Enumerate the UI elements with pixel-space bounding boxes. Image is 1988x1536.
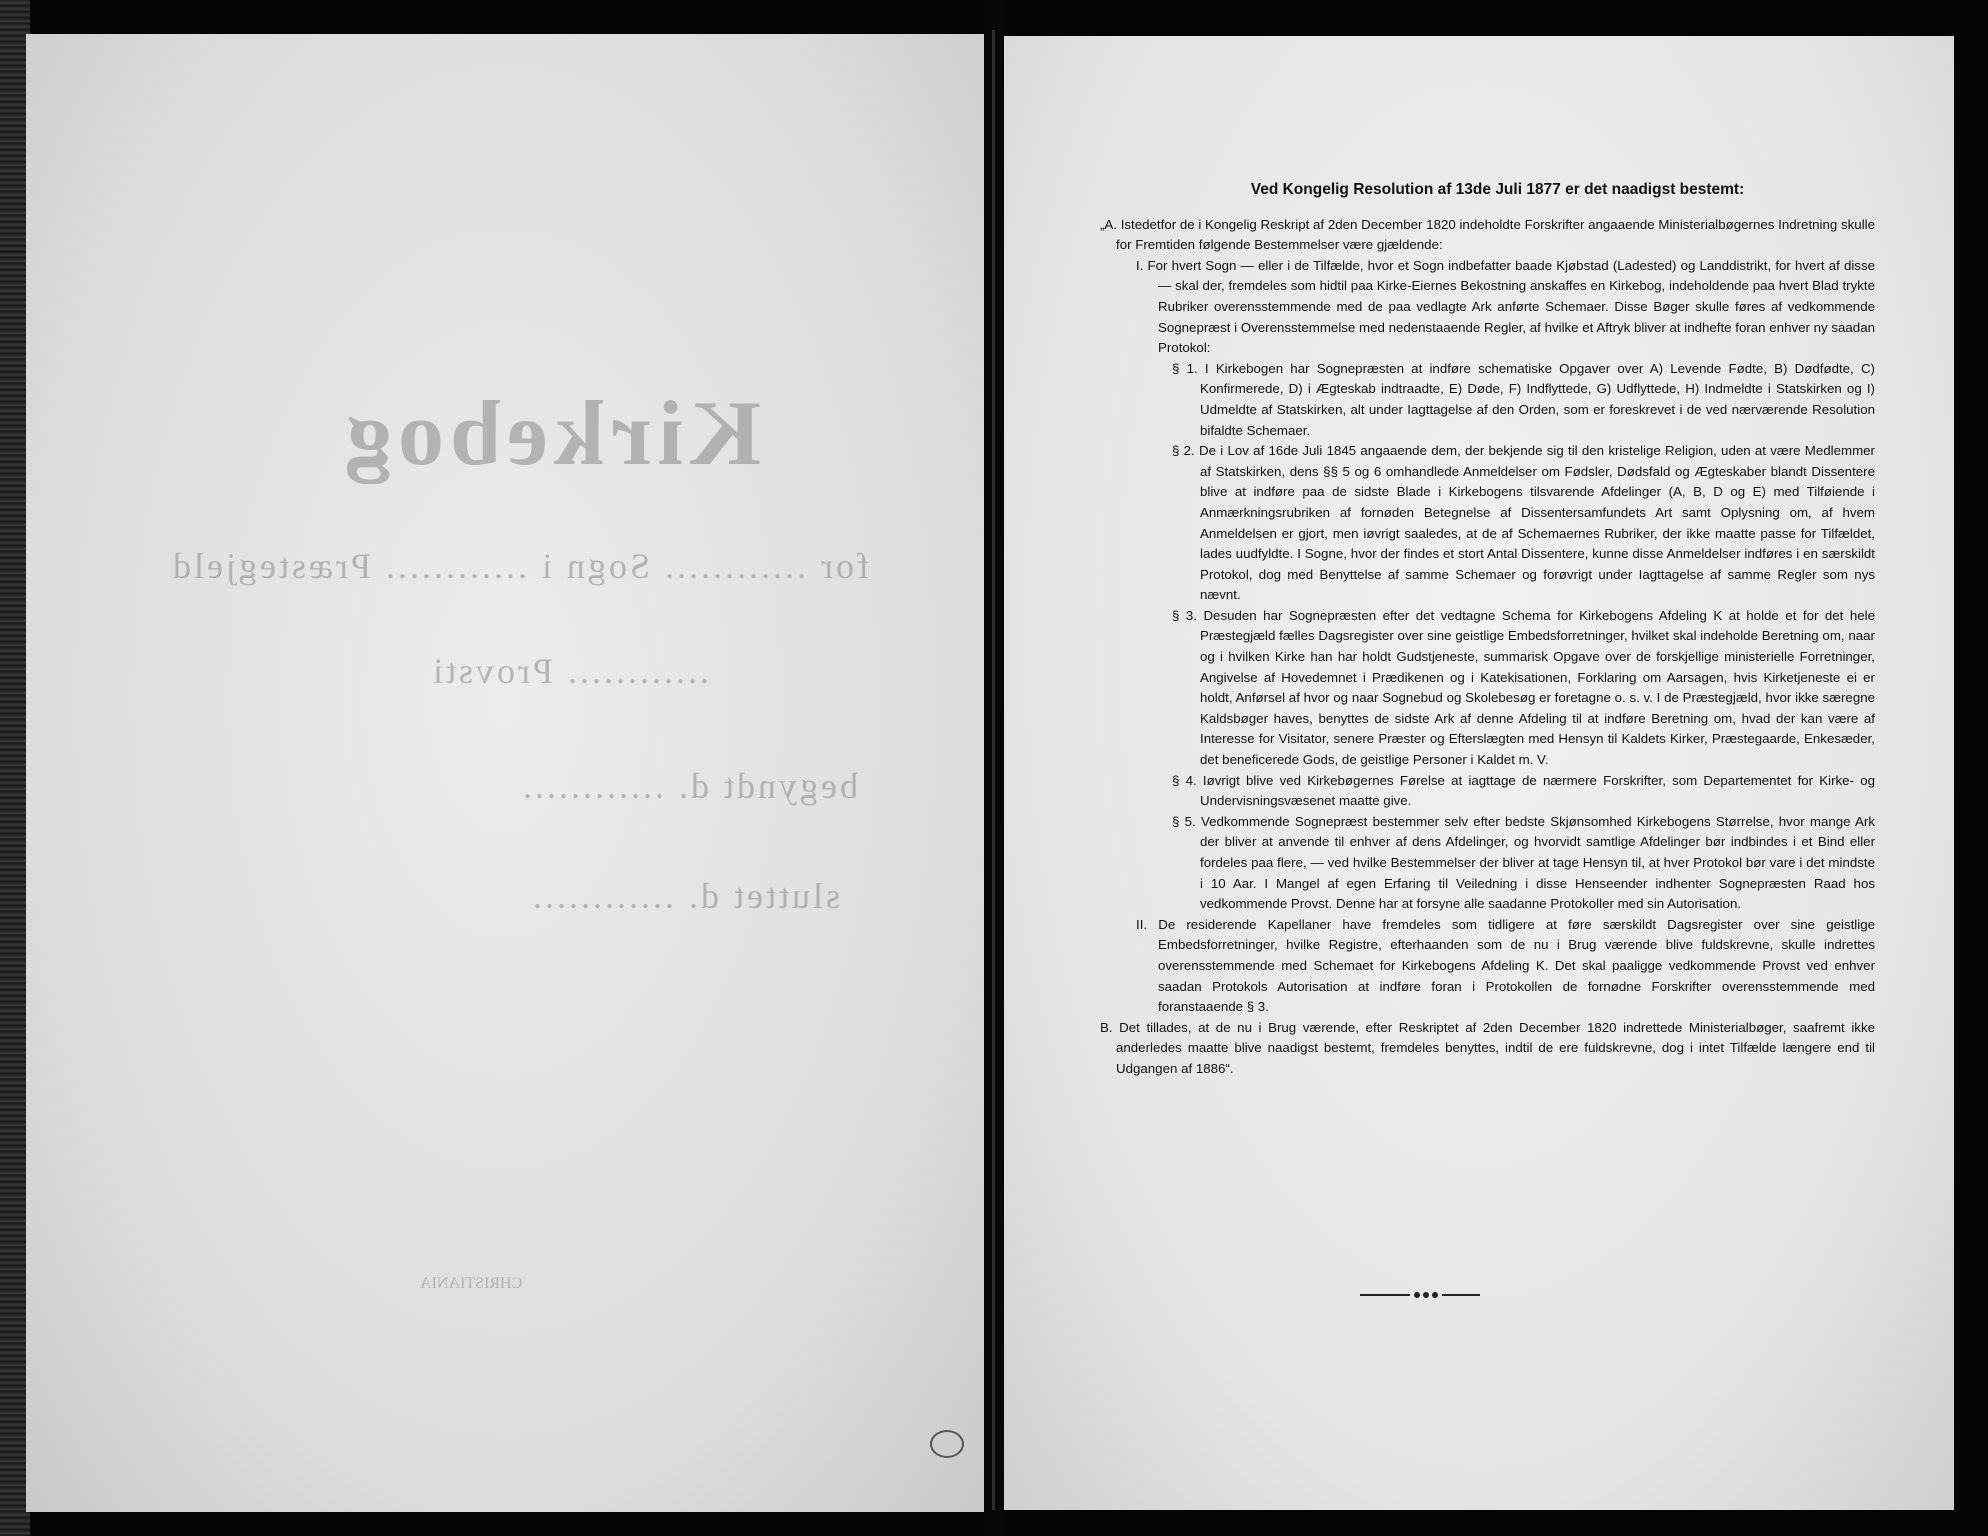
- ghost-line: ............ Provsti: [430, 651, 710, 691]
- paragraph-5: § 5. Vedkommende Sognepræst bestemmer selv efter bedste Skjønsomhed Kirkebogens Størrelse, hvor mange Ark der bliver at anvende til enhver af dens Afdelinger, og hvorvidt samtlige Afdelinger bør indbindes i et Bind eller fordeles paa flere, — ved hvilke Bestemmelser der bliver at tage Hensyn til, at hver Protokol bør vare i det mindste i 10 Aar. I Mangel af egen Erfaring til Veiledning i disse Henseender indhenter Sognepræsten Raad hos vedkommende Provst. Denne har at forsyne alle saadanne Protokoller med sin Autorisation.: [1172, 813, 1875, 912]
- section-i: I. For hvert Sogn — eller i de Tilfælde, hvor et Sogn indbefatter baade Kjøbstad (Ladested) og Landdistrikt, for hvert af disse — skal der, fremdeles som hidtil paa Kirke-Eiernes Bekostning anskaffes en Kirkebog, indeholdende paa hvert Blad trykte Rubriker overensstemmende med de paa vedlagte Ark anførte Schemaer. Disse Bøger skulle føres af vedkommende Sognepræst i Overensstemmelse med nedenstaaende Regler, af hvilke et Aftryk bliver at indhefte foran enhver ny saadan Protokol:: [1136, 257, 1875, 356]
- section-b: B. Det tillades, at de nu i Brug værende, efter Reskriptet af 2den December 1820 indrettede Ministerialbøger, saafremt ikke anderledes maatte blive naadigst bestemt, fremdeles benyttes, indtil de ere fuldskrevne, dog i intet Tilfælde længere end til Udgangen af 1886“.: [1100, 1019, 1875, 1076]
- gutter-line: [992, 30, 995, 1510]
- ghost-imprint: CHRISTIANIA: [420, 1275, 523, 1292]
- ornament-divider: [1360, 1290, 1480, 1300]
- paragraph-3: § 3. Desuden har Sognepræsten efter det vedtagne Schema for Kirkebogens Afdeling K at holde et for det hele Præstegjæld fælles Dagsregister over sine geistlige Embedsforretninger, hvilket skal indeholde Beretning om, naar og i hvilken Kirke han har holdt Gudstjeneste, summarisk Opgave over de forskjellige ministerielle Forretninger, Angivelse af Hovedemnet i Prædikenen og i Katekisationen, Forklaring om Aarsagen, hvis Kirketjeneste ei er holdt, Anførsel af hvor og naar Sognebud og Skolebesøg er foretagne o. s. v. I de Præstegjæld, hvor ikke særegne Kaldsbøger haves, benyttes de sidste Ark af denne Afdeling til at indføre Beretning om, hvad der kan være af Interesse for Visitator, senere Præster og Efterslægten med Hensyn til Kaldets Kirker, Præstegaarde, Enkesæder, det beneficerede Gods, de geistlige Personer i Kaldet m. V.: [1172, 607, 1875, 768]
- paragraph-4: § 4. Iøvrigt blive ved Kirkebøgernes Førelse at iagttage de nærmere Forskrifter, som Departementet for Kirke- og Undervisningsvæsenet maatte give.: [1172, 772, 1875, 809]
- ghost-line: sluttet d. ............: [530, 876, 840, 916]
- binding-mark: [930, 1430, 964, 1458]
- section-ii: II. De residerende Kapellaner have fremdeles som tidligere at føre særskildt Dagsregister over sine geistlige Embedsforretninger, hvilke Registre, efterhaanden som de nu i Brug værende blive fuldskrevne, skulle indrettes overensstemmende med Schemaet for Kirkebogens Afdeling K. Det skal paaligge vedkommende Provst ved enhver saadan Protokols Autorisation at indføre foran i Protokollen de fornødne Forskrifter overensstemmende med foranstaaende § 3.: [1136, 916, 1875, 1015]
- page-title: Ved Kongelig Resolution af 13de Juli 1877 er det naadigst bestemt:: [1250, 181, 1745, 198]
- paragraph-2: § 2. De i Lov af 16de Juli 1845 angaaende dem, der bekjende sig til den kristelige Religion, uden at være Medlemmer af Statskirken, dens §§ 5 og 6 omhandlede Anmeldelser om Fødsler, Dødsfald og Ægteskaber blandt Dissentere blive at indføre paa de sidste Blade i Kirkebogens tilsvarende Afdelinger (A, B, D og E) med Tilføiende i Anmærkningsrubriken af fornøden Betegnelse af Dissentersamfundets Art samt Oplysning om, af hvem Anmeldelsen er gjort, men iøvrigt saaledes, at de af Schemaernes Rubriker, der ikke maatte passe for Tilfældet, lades uudfyldte. I Sogne, hvor der findes et stort Antal Dissentere, kunne disse Anmeldelser indføres i en særskildt Protokol, dog med Benyttelse af samme Schemaer og forøvrigt under Iagttagelse af samme Regler som nys nævnt.: [1172, 443, 1875, 603]
- ghost-title: Kirkebog: [340, 382, 762, 484]
- resolution-text: [1100, 180, 1875, 1080]
- ghost-line: for ............ Sogn i ............ Præstegjeld: [170, 546, 869, 586]
- paragraph-1: § 1. I Kirkebogen har Sognepræsten at indføre schematiske Opgaver over A) Levende Fødte, B) Dødfødte, C) Konfirmerede, D) i Ægteskab indtraadte, E) Døde, F) Indflyttede, G) Udflyttede, H) Indmeldte i Statskirken og I) Udmeldte af Statskirken, alt under Iagttagelse af den Orden, som er foreskrevet i de ved nærværende Resolution bifaldte Schemaer.: [1172, 360, 1875, 438]
- ghost-line: begyndt d. ............: [520, 766, 858, 806]
- section-a: „A. Istedetfor de i Kongelig Reskript af 2den December 1820 indeholdte Forskrifter angaaende Ministerialbøgernes Indretning skulle for Fremtiden følgende Bestemmelser være gjældende:: [1100, 216, 1875, 253]
